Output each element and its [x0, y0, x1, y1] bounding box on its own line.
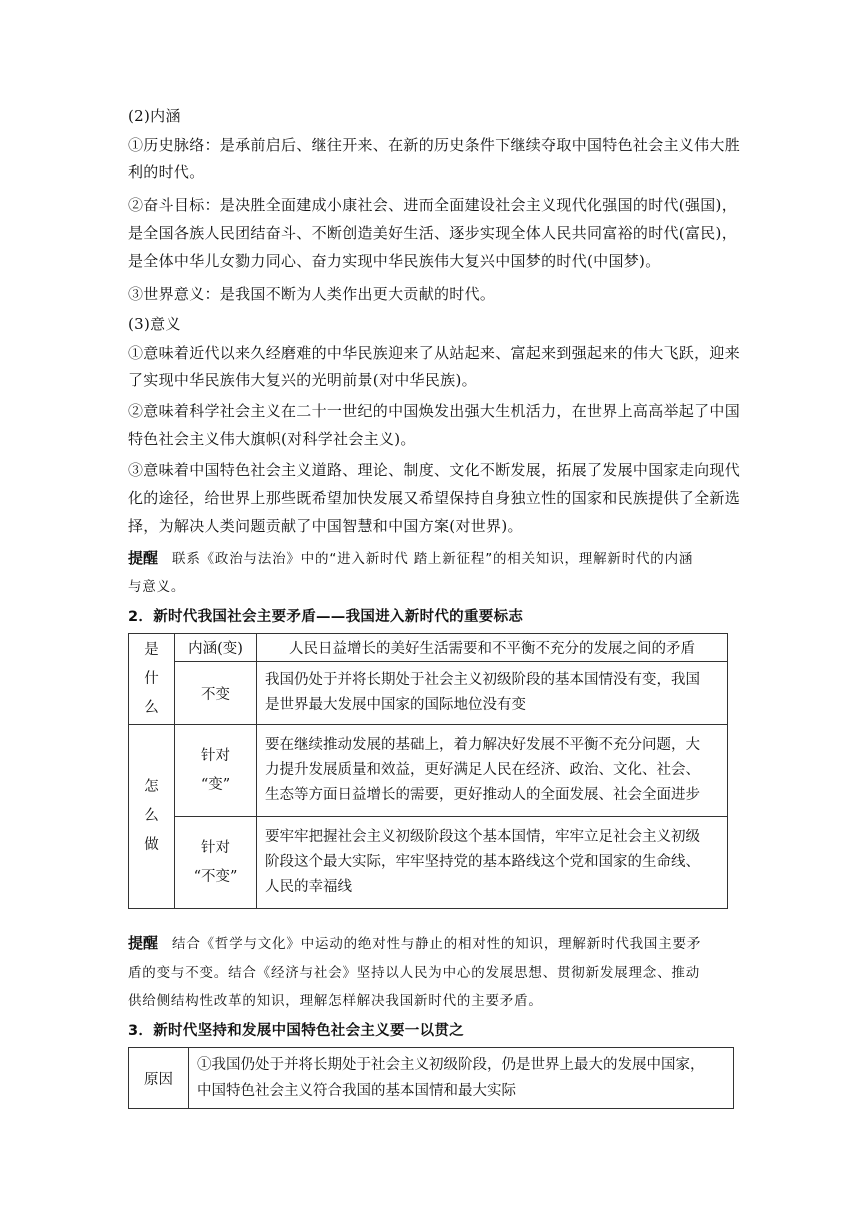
how-label-char-1: 怎: [144, 779, 159, 795]
target-change-label-line-2: “变”: [200, 776, 231, 793]
significance-item-3-line-1: ③意味着中国特色社会主义道路、理论、制度、文化不断发展，拓展了发展中国家走向现代: [128, 461, 741, 479]
meaning-title: (2)内涵: [128, 107, 181, 125]
reason-text-line-2: 中国特色社会主义符合我国的基本国情和最大实际: [197, 1083, 516, 1099]
unchanged-label: 不变: [175, 662, 257, 725]
target-change-label-line-1: 针对: [201, 747, 230, 764]
target-unchanged-text-line-1: 要牢牢把握社会主义初级阶段这个基本国情，牢牢立足社会主义初级: [265, 829, 700, 845]
what-label-char-1: 是: [144, 641, 159, 658]
unchanged-text: [257, 662, 728, 725]
tip-1-line-1: [128, 547, 693, 570]
contradiction-table: [128, 633, 728, 909]
tip-1-label: 提醒: [128, 549, 159, 567]
how-label-cell: [129, 725, 175, 909]
meaning-item-1-line-2: 利的时代。: [128, 163, 205, 181]
tip-2-line-3: 供给侧结构性改革的知识，理解怎样解决我国新时代的主要矛盾。: [128, 993, 543, 1009]
target-unchanged-text: [257, 817, 728, 909]
meaning-item-2-line-1: ②奋斗目标：是决胜全面建成小康社会、进而全面建设社会主义现代化强国的时代(强国)，: [128, 196, 738, 214]
reason-text: [189, 1048, 734, 1109]
target-change-text: [257, 725, 728, 817]
section-3-heading: 3．新时代坚持和发展中国特色社会主义要一以贯之: [128, 1023, 464, 1039]
how-label-char-3: 做: [144, 837, 159, 853]
reason-text-line-1: ①我国仍处于并将长期处于社会主义初级阶段，仍是世界上最大的发展中国家，: [197, 1057, 705, 1073]
significance-item-2-line-1: ②意味着科学社会主义在二十一世纪的中国焕发出强大生机活力，在世界上高高举起了中国: [128, 402, 741, 420]
significance-item-3-line-3: 择，为解决人类问题贡献了中国智慧和中国方案(对世界)。: [128, 517, 523, 535]
what-label-cell: [129, 634, 175, 725]
target-unchanged-label-line-2: “不变”: [193, 868, 238, 885]
tip-2-line-1: [128, 932, 701, 955]
tip-2-text-1: 结合《哲学与文化》中运动的绝对性与静止的相对性的知识，理解新时代我国主要矛: [172, 936, 702, 952]
significance-item-2-line-2: 特色社会主义伟大旗帜(对科学社会主义)。: [128, 430, 416, 448]
target-unchanged-label-line-1: 针对: [201, 839, 230, 856]
meaning-item-2-line-2: 是全国各族人民团结奋斗、不断创造美好生活、逐步实现全体人民共同富裕的时代(富民)，: [128, 224, 738, 242]
how-label-char-2: 么: [144, 808, 159, 824]
significance-item-1-line-1: ①意味着近代以来久经磨难的中华民族迎来了从站起来、富起来到强起来的伟大飞跃，迎来: [128, 344, 741, 362]
what-label-char-2: 什: [144, 670, 159, 687]
target-unchanged-text-line-2: 阶段这个最大实际，牢牢坚持党的基本路线这个党和国家的生命线、: [265, 854, 700, 870]
target-change-label: [175, 725, 257, 817]
meaning-item-1-line-1: ①历史脉络：是承前启后、继往开来、在新的历史条件下继续夺取中国特色社会主义伟大胜: [128, 136, 741, 154]
change-text: 人民日益增长的美好生活需要和不平衡不充分的发展之间的矛盾: [257, 634, 728, 662]
reason-table: [128, 1047, 734, 1109]
unchanged-text-line-1: 我国仍处于并将长期处于社会主义初级阶段的基本国情没有变，我国: [265, 672, 700, 688]
meaning-item-3: ③世界意义：是我国不断为人类作出更大贡献的时代。: [128, 285, 496, 303]
unchanged-text-line-2: 是世界最大发展中国家的国际地位没有变: [265, 697, 526, 713]
section-2-heading: 2．新时代我国社会主要矛盾——我国进入新时代的重要标志: [128, 609, 524, 625]
target-change-text-line-1: 要在继续推动发展的基础上，着力解决好发展不平衡不充分问题，大: [265, 737, 700, 753]
tip-1-text-1: 联系《政治与法治》中的“进入新时代 踏上新征程”的相关知识，理解新时代的内涵: [172, 551, 694, 567]
significance-title: (3)意义: [128, 315, 181, 333]
tip-1-line-2: 与意义。: [128, 579, 186, 595]
meaning-item-2-line-3: 是全体中华儿女勠力同心、奋力实现中华民族伟大复兴中国梦的时代(中国梦)。: [128, 252, 661, 270]
target-change-text-line-3: 生态等方面日益增长的需要，更好推动人的全面发展、社会全面进步: [265, 787, 700, 803]
reason-label: 原因: [129, 1048, 189, 1109]
significance-item-3-line-2: 化的途径，给世界上那些既希望加快发展又希望保持自身独立性的国家和民族提供了全新选: [128, 489, 741, 507]
change-label: 内涵(变): [175, 634, 257, 662]
target-unchanged-label: [175, 817, 257, 909]
target-unchanged-text-line-3: 人民的幸福线: [265, 879, 352, 895]
target-change-text-line-2: 力提升发展质量和效益，更好满足人民在经济、政治、文化、社会、: [265, 762, 700, 778]
tip-2-line-2: 盾的变与不变。结合《经济与社会》坚持以人民为中心的发展思想、贯彻新发展理念、推动: [128, 965, 700, 981]
tip-2-label: 提醒: [128, 934, 159, 952]
significance-item-1-line-2: 了实现中华民族伟大复兴的光明前景(对中华民族)。: [128, 371, 477, 389]
what-label-char-3: 么: [144, 699, 159, 716]
